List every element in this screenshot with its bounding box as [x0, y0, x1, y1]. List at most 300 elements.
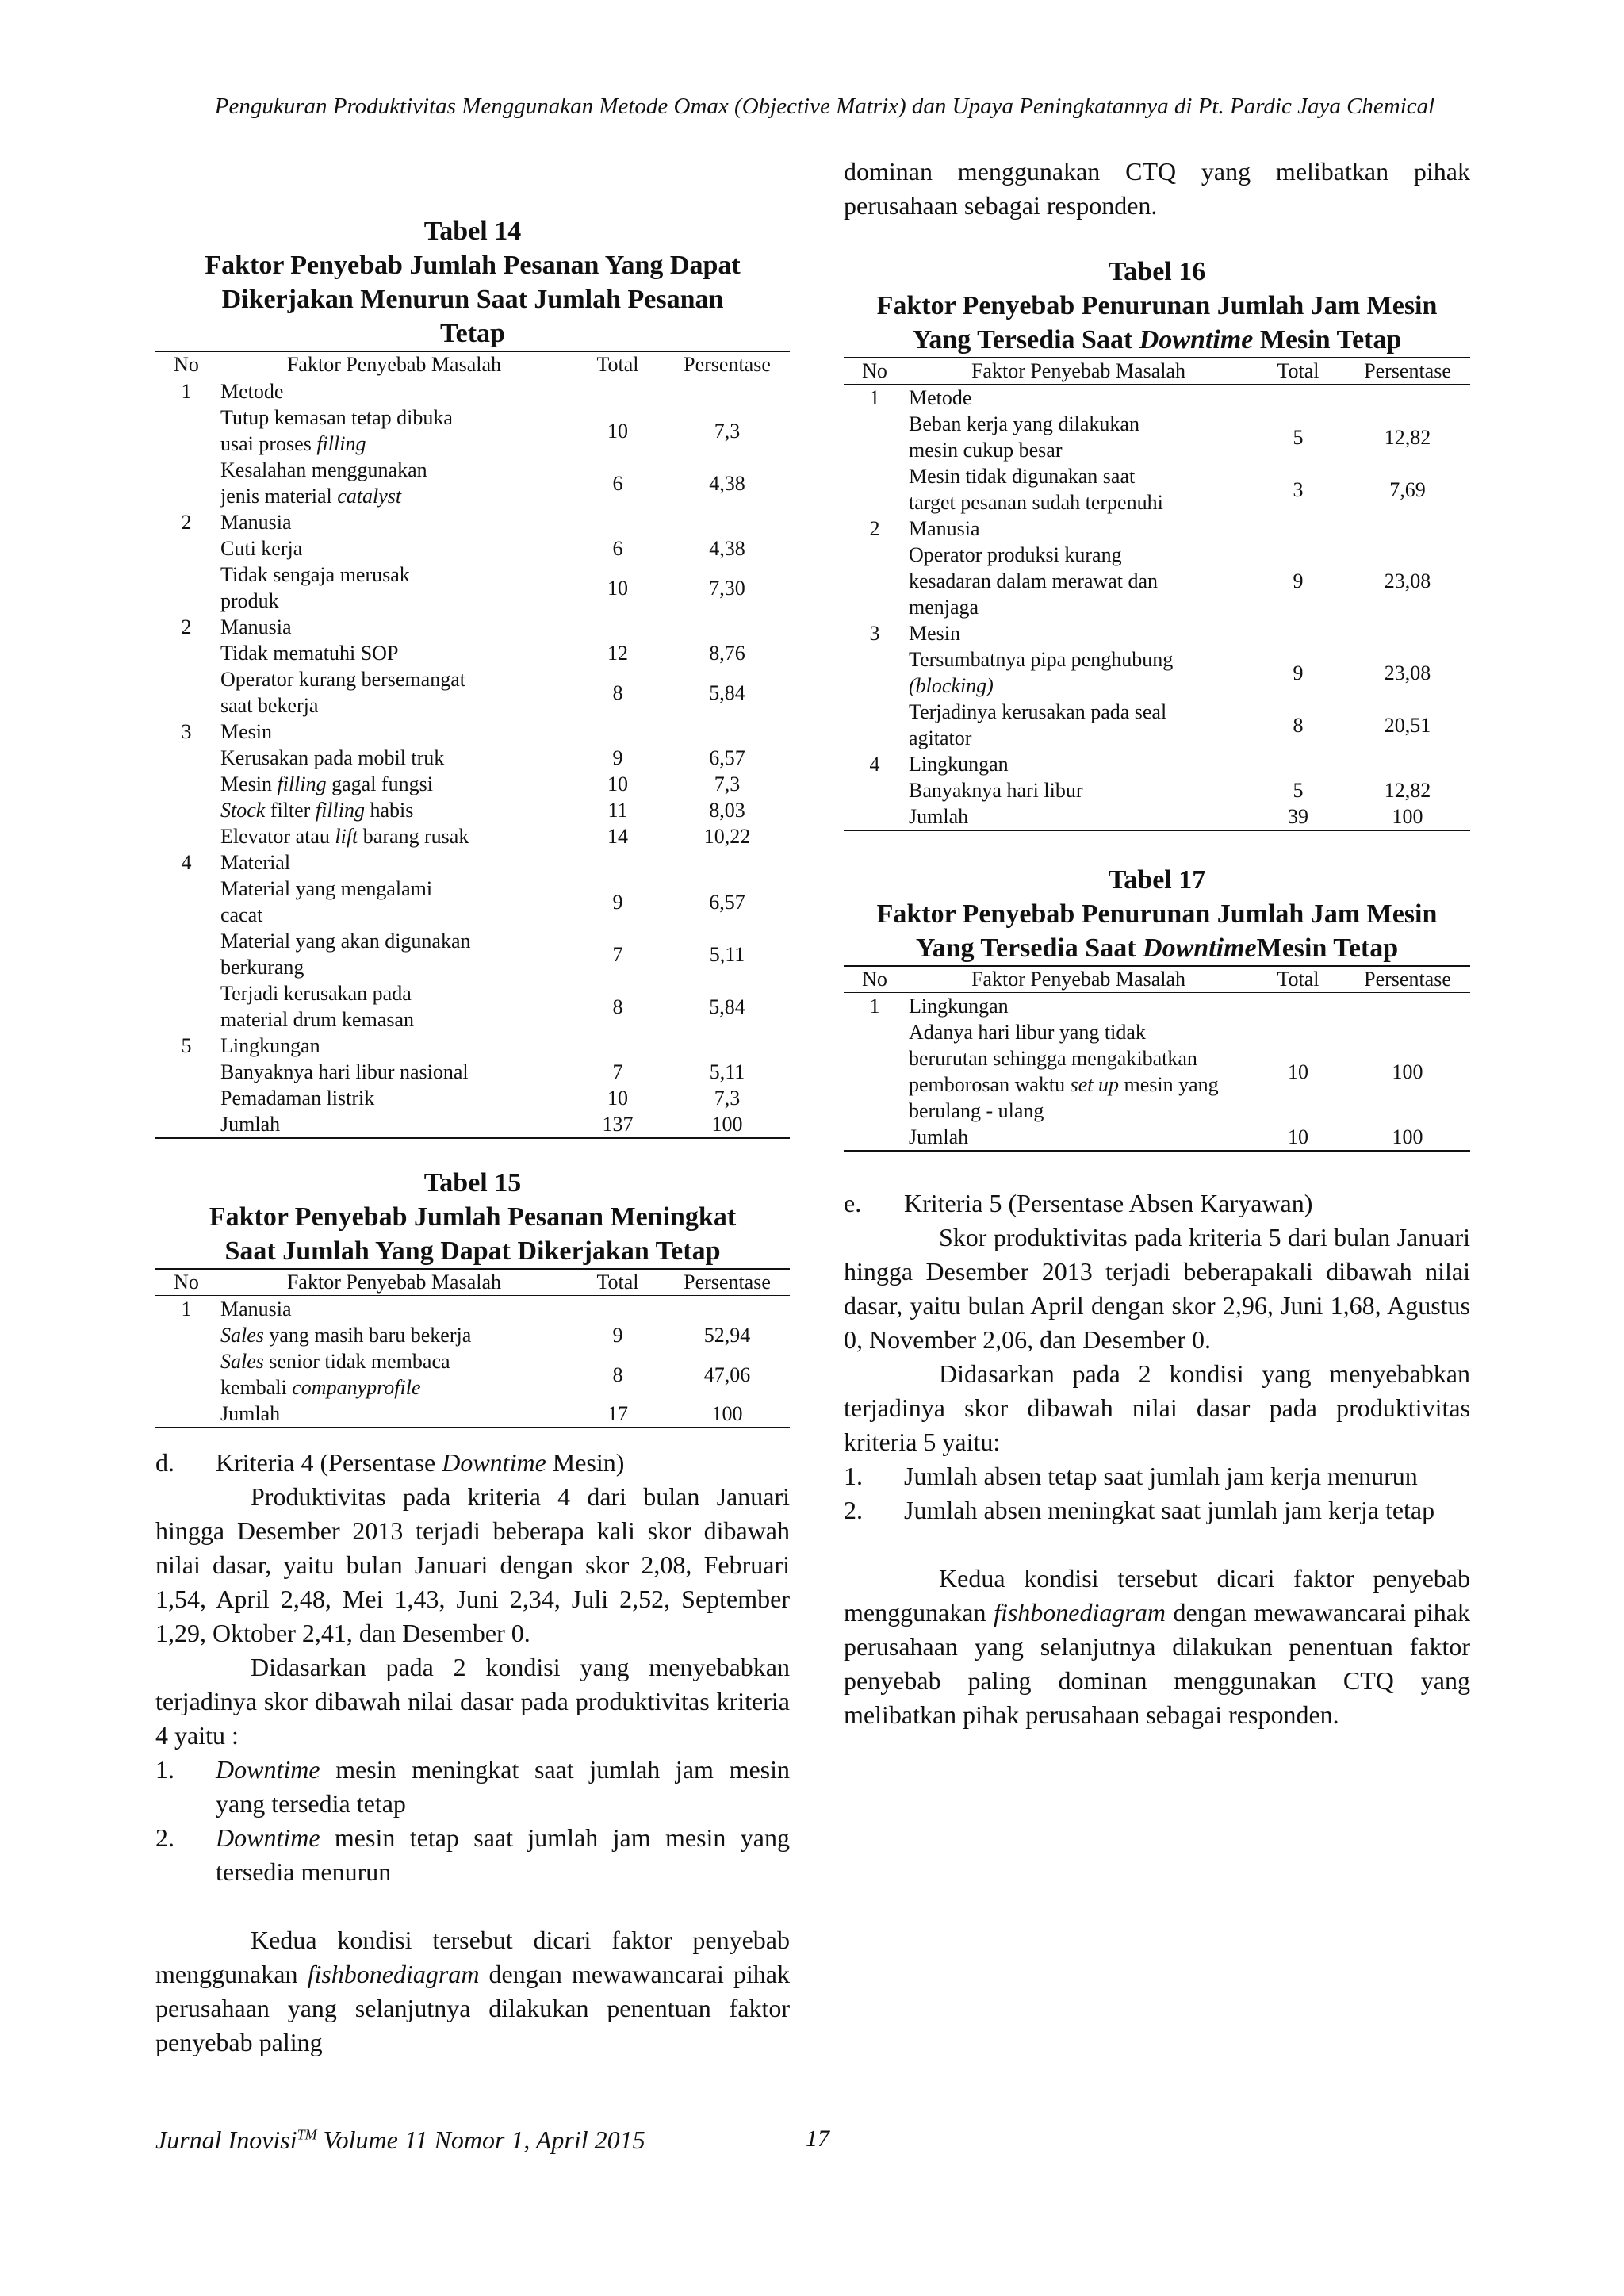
- row-number: [844, 542, 906, 620]
- table-15-title-1: Faktor Penyebab Jumlah Pesanan Meningkat: [209, 1202, 737, 1232]
- row-number: 5: [181, 1034, 192, 1057]
- percent-cell: 7,69: [1389, 477, 1426, 501]
- row-number: [155, 1085, 217, 1111]
- percent-cell: 20,51: [1384, 713, 1431, 737]
- table-16-title-2: [844, 323, 1470, 357]
- list-emphasis: Downtime: [216, 1823, 320, 1852]
- table-row: [844, 463, 1470, 516]
- row-number: 2: [869, 517, 880, 540]
- total-cell: 6: [612, 471, 623, 495]
- table-row: [155, 1322, 790, 1348]
- factor-line: Banyaknya hari libur: [909, 779, 1083, 802]
- trademark: TM: [297, 2126, 317, 2143]
- table-14-title-1: Faktor Penyebab Jumlah Pesanan Yang Dapat: [205, 251, 741, 280]
- row-number: [155, 823, 217, 849]
- table-15-label: Tabel 15: [423, 1168, 522, 1198]
- row-number: 3: [181, 720, 192, 743]
- total-cell: 8: [612, 680, 623, 704]
- percent-cell: 12,82: [1384, 425, 1431, 449]
- row-number: [155, 797, 217, 823]
- total-cell: 9: [612, 746, 623, 769]
- total-cell: 10: [1288, 1060, 1308, 1083]
- table-row: [155, 640, 790, 666]
- factor-line: Operator kurang bersemangat: [220, 668, 465, 691]
- factor-cell: [906, 1124, 1251, 1151]
- factor-line: Tidak mematuhi SOP: [220, 642, 399, 665]
- total-cell: 9: [612, 1324, 623, 1347]
- right-top-paragraph: dominan menggunakan CTQ yang melibatkan pihak perusahaan sebagai responden.: [844, 157, 1470, 220]
- factor-line: Stock filter filling habis: [220, 799, 414, 822]
- factor-line: Kerusakan pada mobil truk: [220, 746, 445, 769]
- factor-line: cacat: [220, 903, 263, 926]
- percent-cell: 100: [1392, 1060, 1423, 1083]
- factor-line: Terjadi kerusakan pada: [220, 982, 412, 1005]
- factor-line: material drum kemasan: [220, 1008, 415, 1031]
- row-number: [155, 666, 217, 719]
- col-total: Total: [571, 351, 665, 378]
- row-number: [155, 876, 217, 928]
- section-d-paragraph-2: Didasarkan pada 2 kondisi yang menyebabkan terjadinya skor dibawah nilai dasar pada produktivitas kriteria 4 yaitu :: [155, 1653, 790, 1750]
- right-column: [844, 155, 1470, 1732]
- row-number: [155, 1111, 217, 1138]
- col-percent: Persentase: [665, 351, 790, 378]
- left-column: [155, 159, 790, 2060]
- heading-text: Mesin): [546, 1448, 625, 1477]
- table-row: [155, 666, 790, 719]
- percent-cell: 52,94: [703, 1324, 751, 1347]
- table-16-label: Tabel 16: [1108, 257, 1206, 286]
- percent-cell: 100: [1392, 805, 1423, 828]
- table-row: [844, 803, 1470, 830]
- factor-cell: [217, 771, 571, 797]
- total-cell: 137: [602, 1113, 634, 1136]
- table-row: [155, 457, 790, 509]
- percent-cell: 8,03: [709, 799, 745, 822]
- title-text: Mesin Tetap: [1253, 325, 1402, 355]
- table-row: [155, 1059, 790, 1085]
- total-cell: 12: [607, 642, 628, 665]
- table-header-row: [844, 966, 1470, 993]
- total-cell: 10: [607, 419, 628, 443]
- page-number: 17: [806, 2125, 829, 2152]
- factor-line: Mesin filling gagal fungsi: [220, 772, 433, 795]
- list-text: Jumlah absen meningkat saat jumlah jam kerja tetap: [904, 1496, 1435, 1524]
- factor-line: Jumlah: [220, 1113, 281, 1136]
- col-total: Total: [1251, 966, 1345, 993]
- col-factor: Faktor Penyebab Masalah: [217, 1269, 571, 1296]
- table-row: [155, 745, 790, 771]
- col-factor: Faktor Penyebab Masalah: [906, 966, 1251, 993]
- percent-cell: 5,84: [709, 995, 745, 1018]
- total-cell: 10: [1288, 1125, 1308, 1148]
- paragraph-text: dengan mewawancarai pihak perusahaan yang selanjutnya dilakukan penentuan faktor penyebab paling: [155, 1960, 791, 2056]
- table-row: [155, 823, 790, 849]
- category-row: [155, 614, 790, 640]
- table-17: [844, 863, 1470, 1152]
- category-row: [844, 751, 1470, 777]
- category-label: Manusia: [909, 517, 980, 540]
- total-cell: 7: [612, 942, 623, 966]
- table-15-grid: [155, 1268, 790, 1428]
- factor-line: Tidak sengaja merusak: [220, 563, 410, 586]
- factor-cell: [217, 823, 571, 849]
- paragraph-text: dengan mewawancarai pihak perusahaan yang selanjutnya dilakukan penentuan faktor penyebab paling dominan menggunakan CTQ yang melibatkan pihak perusahaan sebagai responden.: [844, 1598, 1471, 1729]
- category-label: Metode: [909, 386, 972, 409]
- table-15-caption: [155, 1166, 790, 1268]
- row-number: 2: [181, 615, 192, 638]
- category-row: [155, 1296, 790, 1323]
- col-percent: Persentase: [1345, 966, 1470, 993]
- factor-line: Cuti kerja: [220, 537, 303, 560]
- factor-line: Material yang akan digunakan: [220, 930, 471, 953]
- table-row: [155, 771, 790, 797]
- table-15: [155, 1166, 790, 1428]
- title-emphasis: Downtime: [1143, 933, 1257, 963]
- factor-cell: [906, 1019, 1251, 1124]
- section-e-paragraph-2: Didasarkan pada 2 kondisi yang menyebabkan terjadinya skor dibawah nilai dasar pada produktivitas kriteria 5 yaitu:: [844, 1359, 1470, 1456]
- row-number: 1: [869, 386, 880, 409]
- total-cell: 8: [1293, 713, 1304, 737]
- row-number: [155, 928, 217, 980]
- factor-cell: [217, 535, 571, 562]
- factor-line: saat bekerja: [220, 694, 319, 717]
- row-number: 4: [181, 851, 192, 874]
- percent-cell: 10,22: [703, 825, 751, 848]
- table-14-caption: [155, 214, 790, 351]
- table-row: [155, 1111, 790, 1138]
- factor-cell: [906, 411, 1251, 463]
- paragraph-emphasis: fishbonediagram: [307, 1960, 480, 1988]
- factor-cell: [217, 640, 571, 666]
- total-cell: 6: [612, 537, 623, 560]
- percent-cell: 7,3: [714, 1087, 741, 1110]
- list-emphasis: Downtime: [216, 1755, 320, 1784]
- factor-cell: [217, 457, 571, 509]
- table-row: [844, 1019, 1470, 1124]
- table-14-body: [155, 378, 790, 1139]
- factor-line: (blocking): [909, 674, 994, 697]
- percent-cell: 8,76: [709, 642, 745, 665]
- factor-line: Sales yang masih baru bekerja: [220, 1324, 472, 1347]
- factor-line: Beban kerja yang dilakukan: [909, 412, 1139, 435]
- category-label: Mesin: [220, 720, 272, 743]
- category-row: [844, 516, 1470, 542]
- list-number: 2.: [155, 1823, 174, 1852]
- row-number: [155, 404, 217, 457]
- category-row: [155, 1033, 790, 1059]
- factor-line: Material yang mengalami: [220, 877, 433, 900]
- factor-cell: [217, 797, 571, 823]
- table-row: [155, 1401, 790, 1428]
- factor-cell: [217, 876, 571, 928]
- list-number: 2.: [844, 1496, 863, 1524]
- factor-line: Jumlah: [909, 1125, 969, 1148]
- category-label: Manusia: [220, 511, 292, 534]
- row-number: [844, 1019, 906, 1124]
- section-d-heading: [155, 1446, 790, 1480]
- table-17-caption: [844, 863, 1470, 965]
- table-16: [844, 255, 1470, 831]
- factor-cell: [217, 1059, 571, 1085]
- section-d-paragraph-1: Produktivitas pada kriteria 4 dari bulan Januari hingga Desember 2013 terjadi beberapa kali skor dibawah nilai dasar, yaitu bulan Januari dengan skor 2,08, Februari 1,54, April 2,48, Mei 1,43, Juni 2,34, Juli 2,52, September 1,29, Oktober 2,41, dan Desember 0.: [155, 1482, 790, 1647]
- section-d-list: [155, 1753, 790, 1889]
- title-emphasis: Downtime: [1139, 325, 1254, 355]
- total-cell: 8: [612, 995, 623, 1018]
- table-14-title-3: Tetap: [440, 319, 505, 348]
- total-cell: 5: [1293, 425, 1304, 449]
- title-text: Mesin Tetap: [1256, 933, 1399, 963]
- col-percent: Persentase: [665, 1269, 790, 1296]
- row-number: [844, 1124, 906, 1151]
- category-label: Manusia: [220, 615, 292, 638]
- table-row: [844, 542, 1470, 620]
- table-row: [844, 1124, 1470, 1151]
- table-header-row: [155, 1269, 790, 1296]
- col-no: No: [844, 966, 906, 993]
- row-number: 1: [181, 380, 192, 403]
- table-17-title-1: Faktor Penyebab Penurunan Jumlah Jam Mesin: [876, 899, 1438, 929]
- factor-cell: [906, 463, 1251, 516]
- factor-cell: [906, 646, 1251, 699]
- percent-cell: 23,08: [1384, 569, 1431, 592]
- factor-line: kesadaran dalam merawat dan: [909, 569, 1159, 592]
- col-factor: Faktor Penyebab Masalah: [217, 351, 571, 378]
- percent-cell: 6,57: [709, 746, 745, 769]
- row-number: 3: [869, 622, 880, 645]
- section-marker: e.: [844, 1189, 862, 1217]
- col-percent: Persentase: [1345, 358, 1470, 385]
- row-number: [155, 535, 217, 562]
- table-16-title-1: Faktor Penyebab Penurunan Jumlah Jam Mesin: [876, 291, 1438, 320]
- row-number: [844, 777, 906, 803]
- row-number: [155, 457, 217, 509]
- table-14-label: Tabel 14: [423, 217, 522, 246]
- running-header: Pengukuran Produktivitas Menggunakan Metode Omax (Objective Matrix) dan Upaya Peningkatannya di Pt. Pardic Jaya Chemical: [214, 94, 1435, 119]
- category-label: Lingkungan: [220, 1034, 320, 1057]
- factor-cell: [906, 542, 1251, 620]
- percent-cell: 100: [711, 1113, 743, 1136]
- percent-cell: 4,38: [709, 537, 745, 560]
- table-15-title-2: Saat Jumlah Yang Dapat Dikerjakan Tetap: [224, 1236, 721, 1266]
- section-e-paragraph-3: [844, 1562, 1470, 1732]
- col-no: No: [155, 351, 217, 378]
- category-label: Material: [220, 851, 291, 874]
- table-header-row: [155, 351, 790, 378]
- list-item: [844, 1493, 1470, 1527]
- col-no: No: [155, 1269, 217, 1296]
- title-text: Yang Tersedia Saat: [912, 325, 1139, 355]
- total-cell: 9: [1293, 661, 1304, 684]
- factor-line: Tutup kemasan tetap dibuka: [220, 406, 453, 429]
- factor-cell: [217, 1348, 571, 1401]
- percent-cell: 12,82: [1384, 779, 1431, 802]
- factor-cell: [217, 666, 571, 719]
- table-16-caption: [844, 255, 1470, 357]
- col-total: Total: [571, 1269, 665, 1296]
- section-e-list: [844, 1459, 1470, 1527]
- factor-cell: [906, 699, 1251, 751]
- factor-line: menjaga: [909, 596, 979, 619]
- factor-line: Mesin tidak digunakan saat: [909, 465, 1136, 488]
- total-cell: 10: [607, 576, 628, 600]
- category-label: Manusia: [220, 1297, 292, 1320]
- col-total: Total: [1251, 358, 1345, 385]
- paragraph-emphasis: fishbonediagram: [994, 1598, 1166, 1627]
- factor-line: berulang - ulang: [909, 1099, 1044, 1122]
- factor-cell: [217, 1322, 571, 1348]
- row-number: 1: [869, 995, 880, 1018]
- total-cell: 14: [607, 825, 628, 848]
- journal-footer: [155, 2125, 645, 2155]
- factor-line: pemborosan waktu set up mesin yang: [909, 1073, 1219, 1096]
- percent-cell: 100: [1392, 1125, 1423, 1148]
- category-row: [844, 620, 1470, 646]
- list-text: Jumlah absen tetap saat jumlah jam kerja menurun: [904, 1462, 1418, 1490]
- category-label: Lingkungan: [909, 995, 1009, 1018]
- factor-line: Banyaknya hari libur nasional: [220, 1060, 469, 1083]
- row-number: [155, 980, 217, 1033]
- row-number: [155, 1059, 217, 1085]
- row-number: 2: [181, 511, 192, 534]
- factor-line: Pemadaman listrik: [220, 1087, 375, 1110]
- total-cell: 3: [1293, 477, 1304, 501]
- title-text: Yang Tersedia Saat: [915, 933, 1143, 963]
- row-number: 4: [869, 753, 880, 776]
- category-row: [155, 719, 790, 745]
- table-17-title-2: [844, 931, 1470, 965]
- journal-volume: Volume 11 Nomor 1, April 2015: [316, 2125, 645, 2154]
- total-cell: 9: [1293, 569, 1304, 592]
- total-cell: 10: [607, 772, 628, 795]
- factor-cell: [217, 928, 571, 980]
- list-number: 1.: [844, 1462, 863, 1490]
- total-cell: 39: [1288, 805, 1308, 828]
- total-cell: 11: [607, 799, 628, 822]
- table-14-grid: [155, 351, 790, 1139]
- table-row: [844, 699, 1470, 751]
- table-row: [155, 1085, 790, 1111]
- table-15-body: [155, 1296, 790, 1428]
- table-17-label: Tabel 17: [1108, 865, 1206, 895]
- factor-line: Sales senior tidak membaca: [220, 1350, 450, 1373]
- heading-emphasis: Downtime: [442, 1448, 546, 1477]
- list-text: [216, 1753, 790, 1821]
- paragraph-text: Kedua kondisi tersebut dicari faktor penyebab menggunakan: [844, 1564, 1470, 1627]
- section-e-heading: [844, 1186, 1470, 1221]
- list-rest: mesin meningkat saat jumlah jam mesin yang tersedia tetap: [216, 1755, 790, 1818]
- table-row: [155, 980, 790, 1033]
- factor-cell: [217, 404, 571, 457]
- row-number: [155, 1401, 217, 1428]
- percent-cell: 7,30: [709, 576, 745, 600]
- total-cell: 10: [607, 1087, 628, 1110]
- section-d-title: [216, 1446, 624, 1480]
- section-e-paragraph-1: Skor produktivitas pada kriteria 5 dari bulan Januari hingga Desember 2013 terjadi beberapakali dibawah nilai dasar, yaitu bulan April dengan skor 2,96, Juni 1,68, Agustus 0, November 2,06, dan Desember 0.: [844, 1223, 1470, 1354]
- percent-cell: 47,06: [703, 1363, 751, 1386]
- table-row: [844, 646, 1470, 699]
- table-16-body: [844, 385, 1470, 831]
- percent-cell: 5,11: [709, 1060, 745, 1083]
- category-label: Metode: [220, 380, 284, 403]
- table-17-body: [844, 993, 1470, 1152]
- total-cell: 7: [612, 1060, 623, 1083]
- factor-cell: [217, 1111, 571, 1138]
- table-row: [155, 928, 790, 980]
- row-number: [844, 463, 906, 516]
- percent-cell: 6,57: [709, 890, 745, 914]
- paragraph-text: Kedua kondisi tersebut dicari faktor penyebab menggunakan: [155, 1926, 790, 1988]
- factor-cell: [217, 980, 571, 1033]
- factor-line: berkurang: [220, 956, 304, 979]
- section-marker: d.: [155, 1448, 174, 1477]
- list-text: [216, 1821, 790, 1889]
- row-number: [155, 562, 217, 614]
- journal-name: Jurnal Inovisi: [155, 2125, 297, 2154]
- category-row: [155, 849, 790, 876]
- section-d-paragraph-3: [155, 1923, 790, 2060]
- percent-cell: 5,11: [709, 942, 745, 966]
- total-cell: 8: [612, 1363, 623, 1386]
- table-row: [155, 404, 790, 457]
- section-e-title: Kriteria 5 (Persentase Absen Karyawan): [904, 1189, 1313, 1217]
- table-row: [155, 1348, 790, 1401]
- total-cell: 17: [607, 1402, 628, 1425]
- percent-cell: 4,38: [709, 471, 745, 495]
- category-row: [844, 385, 1470, 412]
- table-row: [844, 777, 1470, 803]
- table-header-row: [844, 358, 1470, 385]
- factor-line: Tersumbatnya pipa penghubung: [909, 648, 1174, 671]
- table-row: [155, 876, 790, 928]
- factor-line: Jumlah: [220, 1402, 281, 1425]
- table-16-grid: [844, 357, 1470, 831]
- col-no: No: [844, 358, 906, 385]
- row-number: [155, 745, 217, 771]
- row-number: [844, 411, 906, 463]
- factor-line: produk: [220, 589, 279, 612]
- factor-cell: [906, 803, 1251, 830]
- category-label: Mesin: [909, 622, 960, 645]
- factor-cell: [217, 745, 571, 771]
- factor-line: kembali companyprofile: [220, 1376, 421, 1399]
- factor-cell: [217, 1085, 571, 1111]
- table-14-title-2: Dikerjakan Menurun Saat Jumlah Pesanan: [221, 285, 724, 314]
- list-item: [844, 1459, 1470, 1493]
- factor-line: Terjadinya kerusakan pada seal: [909, 700, 1167, 723]
- percent-cell: 7,3: [714, 419, 741, 443]
- factor-line: Operator produksi kurang: [909, 543, 1122, 566]
- factor-line: usai proses filling: [220, 432, 366, 455]
- table-row: [155, 535, 790, 562]
- factor-line: mesin cukup besar: [909, 439, 1063, 462]
- factor-line: Adanya hari libur yang tidak: [909, 1021, 1146, 1044]
- category-row: [844, 993, 1470, 1020]
- factor-cell: [217, 562, 571, 614]
- row-number: [844, 803, 906, 830]
- percent-cell: 5,84: [709, 680, 745, 704]
- col-factor: Faktor Penyebab Masalah: [906, 358, 1251, 385]
- row-number: [155, 1348, 217, 1401]
- factor-line: Kesalahan menggunakan: [220, 458, 427, 481]
- factor-cell: [217, 1401, 571, 1428]
- category-row: [155, 378, 790, 405]
- factor-line: Jumlah: [909, 805, 969, 828]
- list-item: [155, 1753, 790, 1821]
- category-label: Lingkungan: [909, 753, 1009, 776]
- total-cell: 5: [1293, 779, 1304, 802]
- row-number: [844, 646, 906, 699]
- percent-cell: 7,3: [714, 772, 741, 795]
